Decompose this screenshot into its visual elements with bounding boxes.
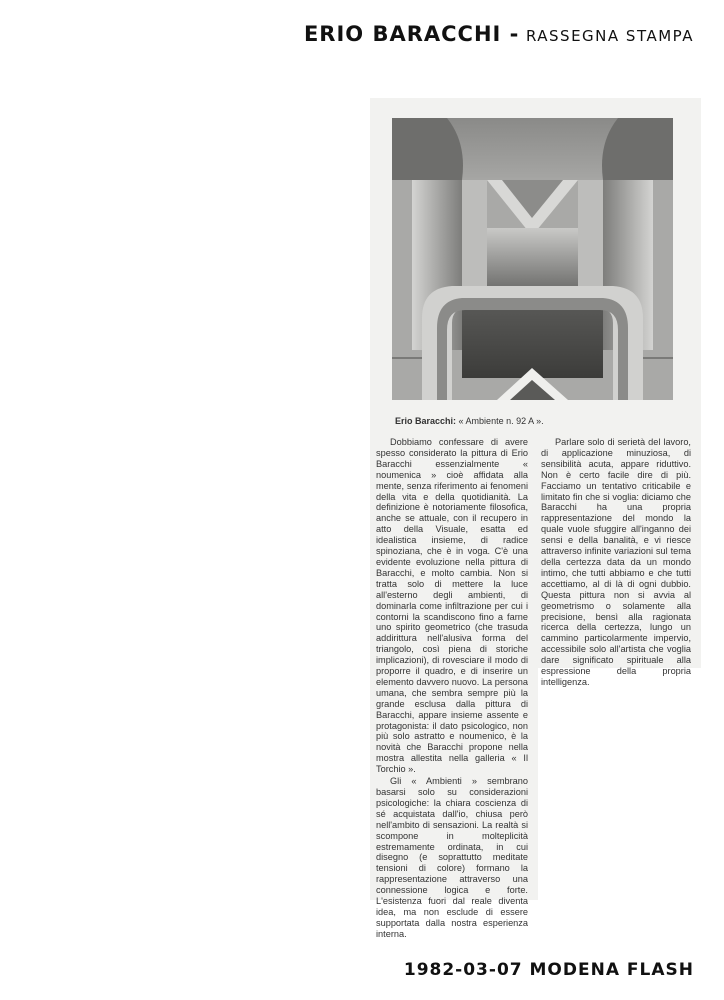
article-paragraph: Dobbiamo confessare di avere spesso considerato la pittura di Erio Baracchi essenzialmente « noumenica » cioè affidata alla mente, senza riferimento ai fenomeni della vita e della quotidianità. La definizione è notoriamente filosofica, anche se attuale, con il recupero in atto della Visuale, esatta ed idealistica insieme, di radice spinoziana, che è in voga. C'è una evidente evoluzione nella pittura di Baracchi, e molto cambia. Non si tratta solo di mettere la luce all'esterno degli ambienti, di dominarla come infiltrazione per cui i contorni la scandiscono fino a farne uno spirito geometrico (che trasuda addirittura nell'alusiva forma del triangolo, così piena di storiche implicazioni), di rovesciare il modo di proporre il quadro, e di inserire un elemento davvero nuovo. La persona umana, che sembra sempre più la grande esclusa dalla pittura di Baracchi, appare insieme assente e protagonista: il dato psicologico, non più solo astratto e noumenico, è la novità che Baracchi propone nella mostra allestita nella galleria « Il Torchio ». — [376, 437, 528, 775]
article-paragraph: Gli « Ambienti » sembrano basarsi solo su considerazioni psicologiche: la chiara coscienza di sé acquistata dall'io, chiusa però nell'ambito di sensazioni. La realtà si scompone in molteplicità estremamente ordinata, in cui disegno (e soprattutto meditate tensioni di colore) formano la rappresentazione attraverso una connessione logica e forte. L'esistenza fuori dal reale diventa idea, ma non esclude di essere supportata dalla nostra esperienza interna. — [376, 776, 528, 939]
article-column-left — [376, 437, 528, 940]
artwork-image — [392, 118, 673, 400]
header-title — [304, 22, 694, 46]
article-paragraph: Parlare solo di serietà del lavoro, di applicazione minuziosa, di sensibilità acuta, appare riduttivo. Non è certo facile dire di più. Facciamo un tentativo criticabile e limitato fin che si voglia: diciamo che Baracchi ha una propria rappresentazione del mondo la quale vuole sfuggire all'inganno dei sensi e della banalità, e vi riesce attraverso infinite variazioni sul tema della certezza data da un mondo intimo, che tutti abbiamo e che tutti accettiamo, al di là di ogni dubbio. Questa pittura non si avvia al geometrismo o solamente alla precisione, bensì alla ragionata ricerca della certezza, lungo un cammino particolarmente impervio, accessibile solo all'artista che voglia dare significato spirituale alla espressione della propria intelligenza. — [541, 437, 691, 687]
caption-artist: Erio Baracchi: — [395, 416, 457, 426]
footer-date-source: 1982-03-07 MODENA FLASH — [403, 960, 694, 980]
header-subtitle: RASSEGNA STAMPA — [525, 27, 694, 45]
caption-title: « Ambiente n. 92 A ». — [458, 416, 544, 426]
article-column-right — [541, 437, 691, 688]
header-name: ERIO BARACCHI - — [303, 22, 520, 46]
image-caption — [395, 416, 544, 426]
